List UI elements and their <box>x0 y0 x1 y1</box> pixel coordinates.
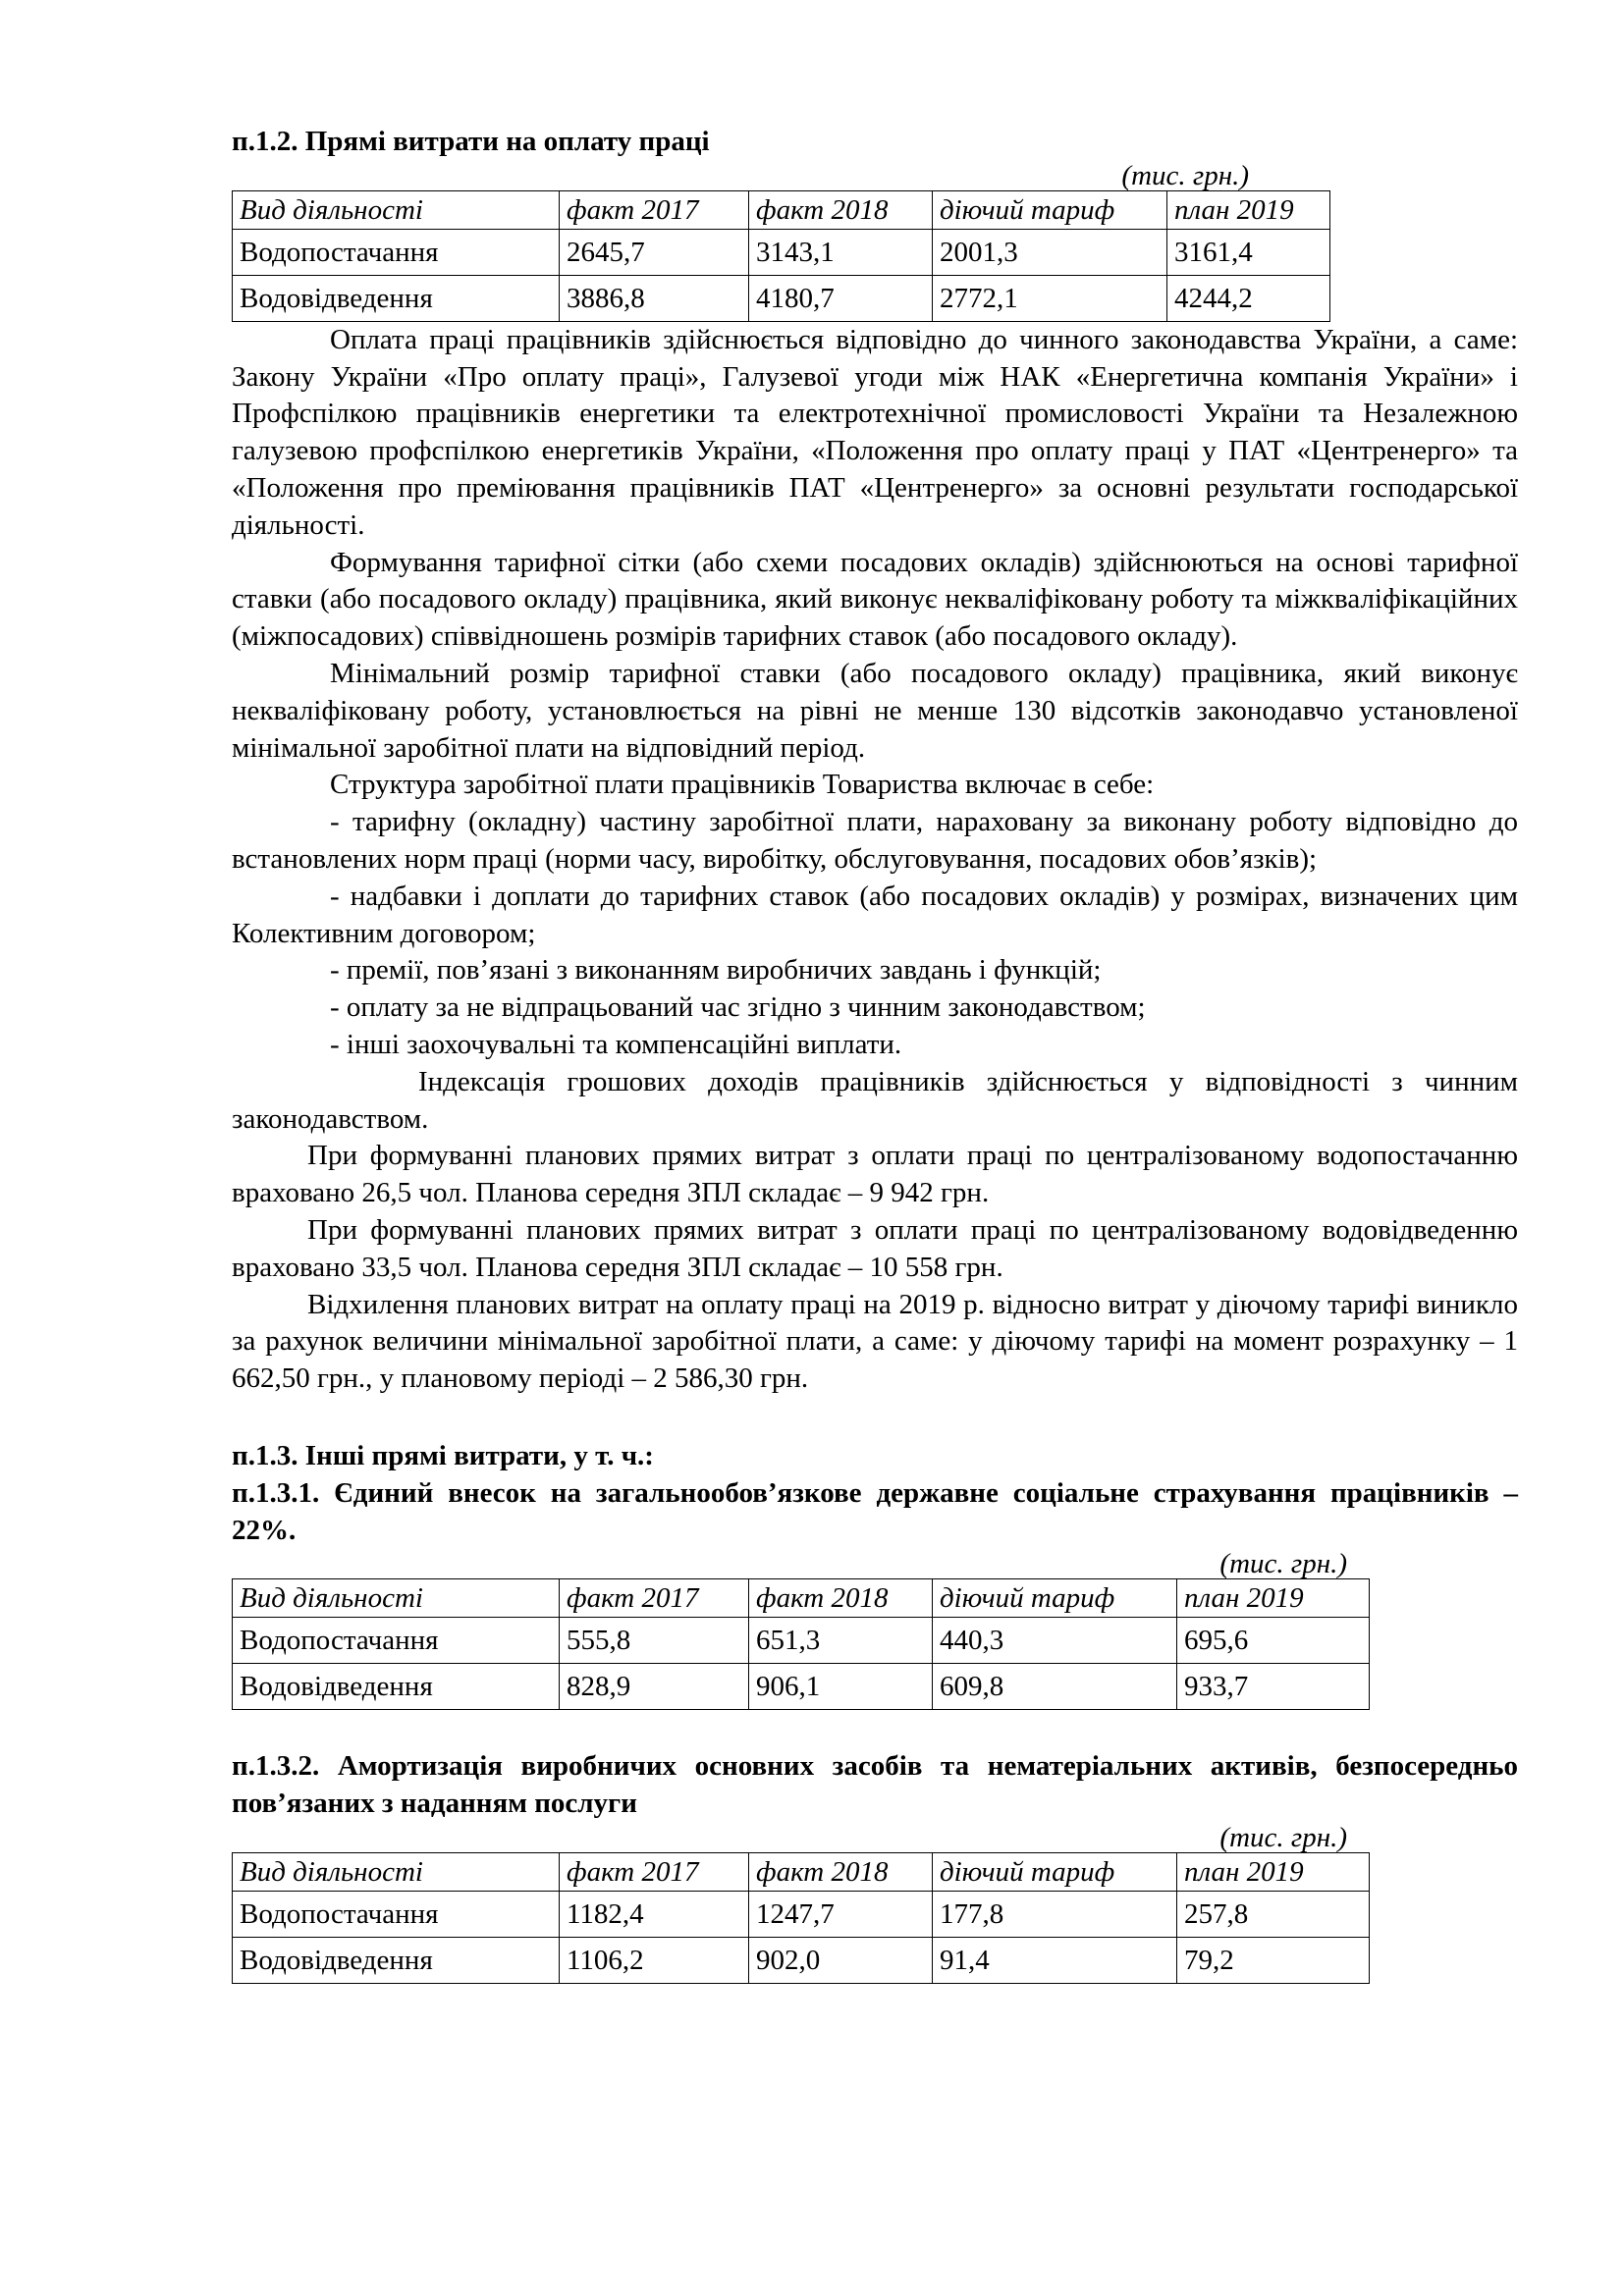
col-header-current-tariff: діючий тариф <box>933 190 1167 229</box>
table-cell: 651,3 <box>749 1618 933 1664</box>
table-cell: 828,9 <box>560 1664 749 1710</box>
table-cell: Водовідведення <box>233 275 560 321</box>
table-header-row <box>233 1852 1370 1891</box>
col-header-current-tariff: діючий тариф <box>933 1852 1177 1891</box>
col-header-fact-2018: факт 2018 <box>749 1852 933 1891</box>
table-row <box>233 1618 1370 1664</box>
col-header-plan-2019: план 2019 <box>1177 1852 1370 1891</box>
table-cell: 257,8 <box>1177 1891 1370 1937</box>
section-heading-1-3: п.1.3. Інші прямі витрати, у т. ч.: <box>232 1439 654 1471</box>
table-header-row <box>233 1579 1370 1618</box>
table-row <box>233 1664 1370 1710</box>
col-header-fact-2017: факт 2017 <box>560 1852 749 1891</box>
depreciation-table <box>232 1852 1370 1984</box>
col-header-fact-2017: факт 2017 <box>560 190 749 229</box>
list-item: - тарифну (окладну) частину заробітної плати, нараховану за виконану роботу відповідно до встановлених норм праці (норми часу, виробітку, обслуговування, посадових обов’язків); <box>232 806 1518 875</box>
col-header-activity: Вид діяльності <box>233 190 560 229</box>
table-unit-label: (тис. грн.) <box>1121 159 1249 191</box>
table-cell: Водовідведення <box>233 1664 560 1710</box>
social-insurance-table <box>232 1578 1370 1710</box>
table-cell: 3143,1 <box>749 229 933 275</box>
list-item: - інші заохочувальні та компенсаційні виплати. <box>330 1028 902 1060</box>
table-cell: Водопостачання <box>233 1891 560 1937</box>
table-cell: 2772,1 <box>933 275 1167 321</box>
list-item: - оплату за не відпрацьований час згідно з чинним законодавством; <box>330 991 1146 1024</box>
col-header-current-tariff: діючий тариф <box>933 1579 1177 1618</box>
table-cell: 609,8 <box>933 1664 1177 1710</box>
table-cell: 906,1 <box>749 1664 933 1710</box>
section-heading-1-2: п.1.2. Прямі витрати на оплату праці <box>232 126 710 157</box>
section-heading-1-3-1: п.1.3.1. Єдиний внесок на загальнообов’язкове державне соціальне страхування працівників – 22%. <box>232 1476 1518 1546</box>
table-unit-label: (тис. грн.) <box>1219 1548 1347 1580</box>
paragraph: Оплата праці працівників здійснюється відповідно до чинного законодавства України, а саме: Закону України «Про оплату праці», Галузевої угоди між НАК «Енергетична компанія України» і Профспілкою працівників енергетики та електротехнічної промисловості України та Незалежною галузевою профспілкою енергетиків України, «Положення про оплату праці у ПАТ «Центренерго» та «Положення про преміювання працівників ПАТ «Центренерго» за основні результати господарської діяльності. <box>232 323 1518 541</box>
table-cell: 902,0 <box>749 1937 933 1983</box>
table-cell: Водовідведення <box>233 1937 560 1983</box>
section-heading-1-3-2: п.1.3.2. Амортизація виробничих основних засобів та нематеріальних активів, безпосередньо пов’язаних з наданням послуги <box>232 1750 1518 1820</box>
col-header-plan-2019: план 2019 <box>1177 1579 1370 1618</box>
table-cell: 3886,8 <box>560 275 749 321</box>
table-header-row <box>233 190 1330 229</box>
col-header-fact-2018: факт 2018 <box>749 190 933 229</box>
table-cell: 177,8 <box>933 1891 1177 1937</box>
list-item: - премії, пов’язані з виконанням виробничих завдань і функцій; <box>330 954 1102 987</box>
table-cell: 3161,4 <box>1167 229 1330 275</box>
table-cell: 440,3 <box>933 1618 1177 1664</box>
paragraph: Відхилення планових витрат на оплату праці на 2019 р. відносно витрат у діючому тарифі виникло за рахунок величини мінімальної заробітної плати, а саме: у діючому тарифі на момент розрахунку – 1 662,50 грн., у плановому періоді – 2 586,30 грн. <box>232 1288 1518 1395</box>
table-cell: 695,6 <box>1177 1618 1370 1664</box>
table-cell: 1247,7 <box>749 1891 933 1937</box>
table-row <box>233 275 1330 321</box>
table-cell: 79,2 <box>1177 1937 1370 1983</box>
table-cell: 933,7 <box>1177 1664 1370 1710</box>
labor-cost-table <box>232 190 1330 322</box>
paragraph: При формуванні планових прямих витрат з оплати праці по централізованому водопостачанню враховано 26,5 чол. Планова середня ЗПЛ складає – 9 942 грн. <box>232 1140 1518 1209</box>
table-cell: 1182,4 <box>560 1891 749 1937</box>
table-cell: Водопостачання <box>233 1618 560 1664</box>
col-header-activity: Вид діяльності <box>233 1579 560 1618</box>
col-header-plan-2019: план 2019 <box>1167 190 1330 229</box>
table-cell: 91,4 <box>933 1937 1177 1983</box>
table-cell: 1106,2 <box>560 1937 749 1983</box>
table-cell: 4244,2 <box>1167 275 1330 321</box>
paragraph: При формуванні планових прямих витрат з оплати праці по централізованому водовідведенню враховано 33,5 чол. Планова середня ЗПЛ складає – 10 558 грн. <box>232 1213 1518 1283</box>
document-page <box>232 124 1518 1984</box>
paragraph: Структура заробітної плати працівників Товариства включає в себе: <box>330 769 1155 801</box>
list-item: - надбавки і доплати до тарифних ставок (або посадових окладів) у розмірах, визначених цим Колективним договором; <box>232 880 1518 949</box>
paragraph: Мінімальний розмір тарифної ставки (або посадового окладу) працівника, який виконує некваліфіковану роботу, установлюється на рівні не менше 130 відсотків законодавчо установленої мінімальної заробітної плати на відповідний період. <box>232 657 1518 764</box>
table-row <box>233 1937 1370 1983</box>
table-cell: 4180,7 <box>749 275 933 321</box>
col-header-fact-2017: факт 2017 <box>560 1579 749 1618</box>
table-unit-label: (тис. грн.) <box>1219 1821 1347 1853</box>
table-cell: 2645,7 <box>560 229 749 275</box>
table-cell: 555,8 <box>560 1618 749 1664</box>
col-header-fact-2018: факт 2018 <box>749 1579 933 1618</box>
paragraph: Індексація грошових доходів працівників здійснюється у відповідності з чинним законодавством. <box>232 1065 1518 1135</box>
table-cell: Водопостачання <box>233 229 560 275</box>
paragraph: Формування тарифної сітки (або схеми посадових окладів) здійснюються на основі тарифної ставки (або посадового окладу) працівника, який виконує некваліфіковану роботу та міжкваліфікаційних (міжпосадових) співвідношень розмірів тарифних ставок (або посадового окладу). <box>232 546 1518 653</box>
table-row <box>233 229 1330 275</box>
col-header-activity: Вид діяльності <box>233 1852 560 1891</box>
table-cell: 2001,3 <box>933 229 1167 275</box>
table-row <box>233 1891 1370 1937</box>
